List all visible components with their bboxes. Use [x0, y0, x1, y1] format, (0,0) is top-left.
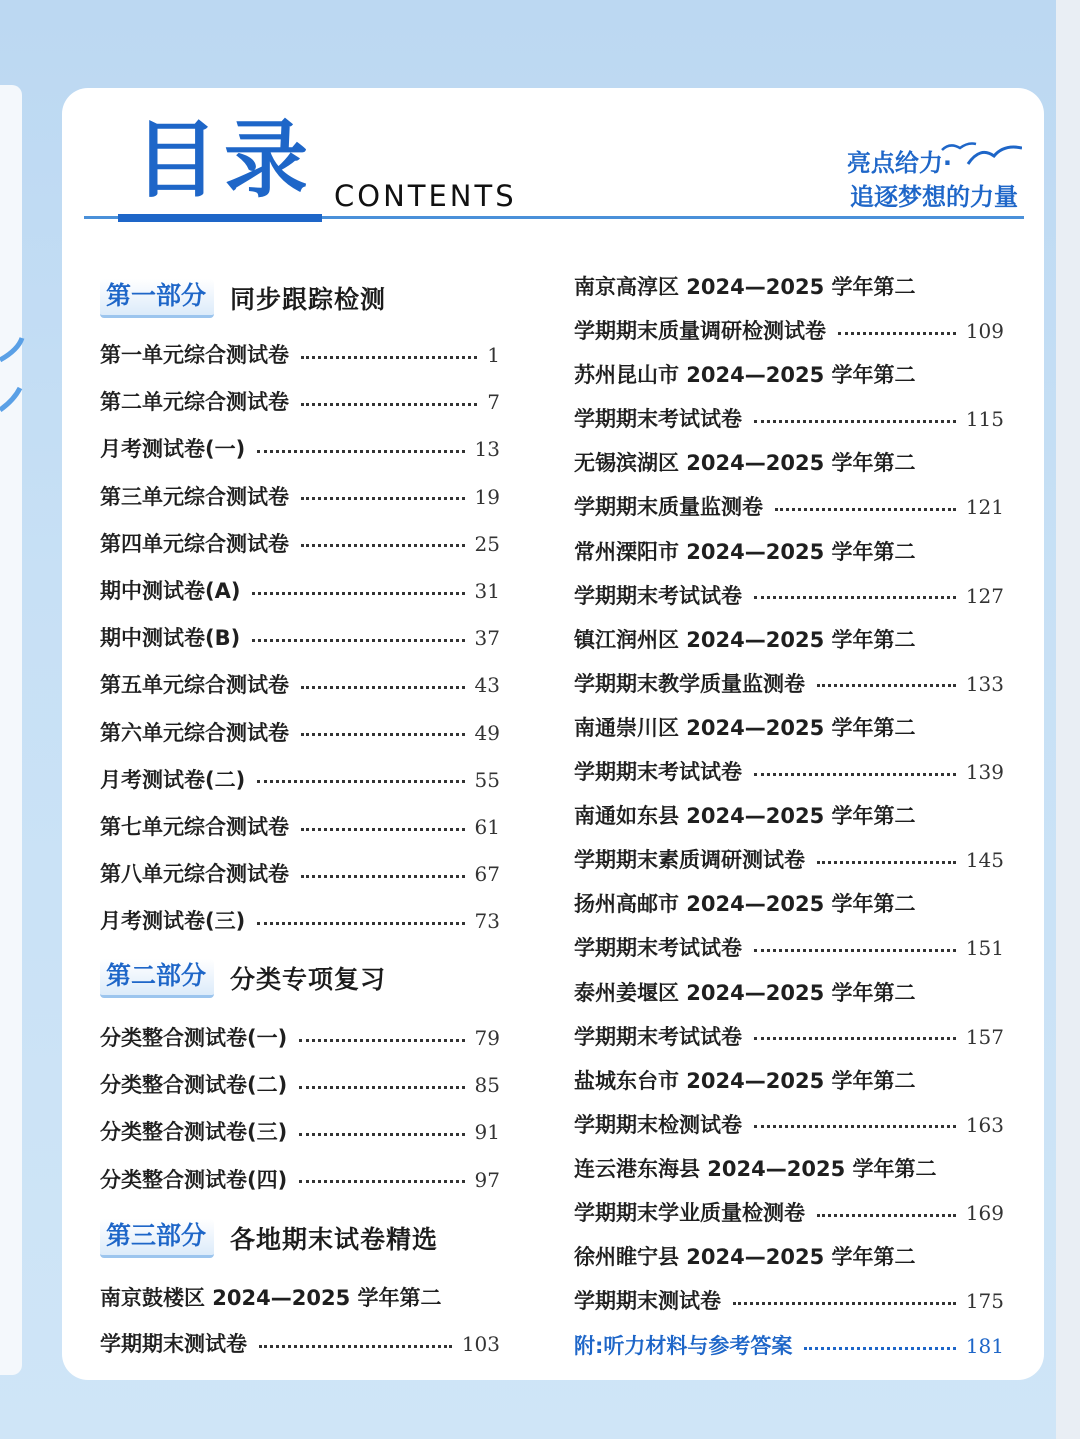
page-number: 1	[487, 343, 500, 367]
page-number: 37	[474, 626, 500, 651]
toc-page	[62, 88, 1044, 1380]
dot-leader	[754, 949, 956, 952]
entry-title: 第六单元综合测试卷	[100, 720, 289, 745]
dot-leader	[257, 450, 464, 453]
dot-leader	[257, 780, 464, 783]
toc-entry[interactable]	[574, 579, 1004, 613]
toc-entry[interactable]	[574, 667, 1004, 701]
page-number: 121	[965, 495, 1004, 520]
toc-entry[interactable]	[574, 490, 1004, 524]
toc-entry[interactable]	[100, 385, 500, 419]
dot-leader	[838, 332, 956, 335]
toc-entry[interactable]	[100, 1068, 500, 1102]
toc-entry[interactable]	[100, 668, 500, 702]
page-number: 139	[965, 760, 1004, 784]
dot-leader	[754, 1125, 956, 1128]
toc-entry[interactable]	[574, 843, 1004, 877]
dot-leader	[299, 1133, 464, 1136]
entry-title: 学期期末教学质量监测卷	[574, 671, 805, 696]
entry-title: 分类整合测试卷(四)	[100, 1167, 288, 1192]
entry-title: 学期期末质量监测卷	[574, 495, 763, 520]
toc-entry[interactable]	[574, 755, 1004, 789]
page-subtitle: CONTENTS	[334, 179, 517, 213]
dot-leader	[301, 544, 465, 547]
dot-leader	[301, 356, 477, 359]
page-number: 31	[474, 579, 500, 603]
page-number: 115	[965, 407, 1004, 432]
page-title: 目录	[134, 111, 315, 209]
dot-leader	[301, 403, 477, 406]
entry-title: 学期期末质量调研检测试卷	[574, 319, 826, 343]
dot-leader	[252, 639, 464, 642]
toc-entry[interactable]	[574, 1108, 1004, 1142]
entry-title: 第八单元综合测试卷	[100, 862, 289, 887]
dot-leader	[804, 1347, 955, 1350]
toc-entry[interactable]	[100, 480, 500, 514]
page-number: 13	[474, 437, 500, 462]
entry-title: 附:听力材料与参考答案	[574, 1334, 793, 1358]
page-number: 79	[474, 1026, 500, 1050]
toc-entry[interactable]	[100, 527, 500, 561]
toc-entry[interactable]	[100, 1021, 500, 1055]
dot-leader	[301, 686, 465, 689]
entry-title: 第一单元综合测试卷	[100, 343, 289, 367]
dot-leader	[257, 922, 464, 925]
slogan	[847, 146, 1018, 214]
dot-leader	[775, 508, 956, 511]
page-number: 181	[965, 1334, 1004, 1358]
entry-title: 学期期末考试试卷	[574, 583, 742, 608]
entry-title-line: 南京鼓楼区 2024—2025 学年第二	[100, 1286, 442, 1310]
toc-entry[interactable]	[574, 1196, 1004, 1230]
entry-title: 学期期末检测试卷	[574, 1112, 742, 1137]
entry-title-line: 扬州高邮市 2024—2025 学年第二	[574, 892, 916, 917]
page-number: 133	[965, 671, 1004, 696]
dot-leader	[754, 773, 956, 776]
entry-title-line: 南通崇川区 2024—2025 学年第二	[574, 716, 916, 740]
entry-title: 分类整合测试卷(一)	[100, 1026, 288, 1050]
toc-entry[interactable]	[100, 716, 500, 750]
dot-leader	[301, 875, 465, 878]
toc-entry[interactable]	[100, 763, 500, 797]
entry-title-line: 盐城东台市 2024—2025 学年第二	[574, 1068, 916, 1093]
dot-leader	[301, 497, 465, 500]
slogan-line-1: 亮点给力·	[846, 149, 952, 177]
page-number: 19	[474, 484, 500, 509]
dot-leader	[301, 733, 465, 736]
toc-entry[interactable]	[574, 314, 1004, 348]
page-number: 67	[474, 862, 500, 887]
entry-title: 第七单元综合测试卷	[100, 815, 289, 839]
page-number: 91	[474, 1120, 500, 1145]
toc-entry[interactable]	[100, 1163, 500, 1197]
dot-leader	[301, 828, 465, 831]
section-tag: 第一部分	[100, 279, 214, 318]
entry-title-line: 连云港东海县 2024—2025 学年第二	[574, 1157, 937, 1181]
toc-entry[interactable]	[100, 621, 500, 655]
right-page-edge	[1056, 0, 1080, 1439]
entry-title: 学期期末学业质量检测卷	[574, 1201, 805, 1225]
dot-leader	[299, 1086, 464, 1089]
entry-title: 分类整合测试卷(三)	[100, 1120, 288, 1145]
section-title: 分类专项复习	[230, 965, 387, 994]
page-number: 127	[965, 583, 1004, 608]
entry-title-line: 徐州睢宁县 2024—2025 学年第二	[574, 1245, 916, 1270]
toc-entry[interactable]	[100, 857, 500, 891]
toc-entry[interactable]	[100, 574, 500, 608]
entry-title-line: 无锡滨湖区 2024—2025 学年第二	[574, 451, 916, 476]
toc-entry[interactable]	[574, 1284, 1004, 1318]
entry-title-line: 镇江润州区 2024—2025 学年第二	[574, 627, 916, 652]
entry-title: 月考测试卷(二)	[100, 767, 246, 792]
entry-title: 第二单元综合测试卷	[100, 390, 289, 415]
toc-entry[interactable]	[574, 402, 1004, 436]
entry-title: 月考测试卷(一)	[100, 437, 246, 462]
toc-entry[interactable]	[100, 1327, 500, 1361]
dot-leader	[817, 1214, 956, 1217]
page-number: 73	[474, 909, 500, 934]
entry-title-line: 南京高淳区 2024—2025 学年第二	[574, 275, 916, 299]
section-header	[100, 1218, 438, 1258]
page-number: 55	[474, 767, 500, 792]
page-number: 49	[474, 720, 500, 745]
page-number: 175	[965, 1289, 1004, 1314]
section-tag: 第三部分	[100, 1219, 214, 1258]
entry-title: 第四单元综合测试卷	[100, 531, 289, 556]
toc-entry[interactable]	[100, 432, 500, 466]
toc-entry[interactable]	[574, 931, 1004, 965]
entry-title: 期中测试卷(B)	[100, 626, 241, 651]
section-tag: 第二部分	[100, 959, 214, 998]
entry-title: 学期期末考试试卷	[574, 936, 742, 961]
entry-title-line: 泰州姜堰区 2024—2025 学年第二	[574, 980, 916, 1005]
section-header	[100, 278, 386, 318]
dot-leader	[252, 592, 464, 595]
dot-leader	[754, 420, 956, 423]
section-title: 各地期末试卷精选	[230, 1225, 439, 1254]
entry-title-line: 南通如东县 2024—2025 学年第二	[574, 804, 916, 829]
entry-title: 期中测试卷(A)	[100, 579, 241, 603]
dot-leader	[817, 861, 956, 864]
entry-title: 学期期末测试卷	[100, 1332, 247, 1356]
dot-leader	[754, 596, 956, 599]
toc-entry[interactable]	[100, 810, 500, 844]
header-divider-accent	[118, 214, 322, 222]
page-number: 109	[965, 319, 1004, 343]
page-number: 61	[474, 815, 500, 839]
page-number: 169	[965, 1201, 1004, 1225]
toc-entry[interactable]	[100, 1115, 500, 1149]
page-number: 85	[474, 1073, 500, 1098]
entry-title-line: 苏州昆山市 2024—2025 学年第二	[574, 363, 916, 388]
page-number: 25	[474, 531, 500, 556]
dot-leader	[733, 1302, 956, 1305]
entry-title: 学期期末考试试卷	[574, 407, 742, 432]
page-number: 43	[474, 673, 500, 698]
decorative-wave	[0, 330, 30, 430]
dot-leader	[299, 1180, 464, 1183]
page-number: 103	[461, 1332, 500, 1356]
dot-leader	[299, 1039, 464, 1042]
section-header	[100, 958, 386, 998]
entry-title: 第五单元综合测试卷	[100, 673, 289, 698]
toc-entry[interactable]	[100, 338, 500, 372]
page-number: 145	[965, 848, 1004, 873]
page-number: 151	[965, 936, 1004, 961]
page-number: 157	[965, 1024, 1004, 1049]
dot-leader	[817, 684, 956, 687]
entry-title: 月考测试卷(三)	[100, 909, 246, 934]
appendix-entry[interactable]	[574, 1329, 1004, 1363]
entry-title: 分类整合测试卷(二)	[100, 1073, 288, 1098]
slogan-line-2: 追逐梦想的力量	[850, 183, 1018, 211]
toc-entry[interactable]	[100, 904, 500, 938]
dot-leader	[754, 1037, 956, 1040]
toc-entry[interactable]	[574, 1020, 1004, 1054]
entry-title: 第三单元综合测试卷	[100, 484, 289, 509]
page-number: 163	[965, 1112, 1004, 1137]
left-page-edge	[0, 85, 22, 1375]
page-number: 97	[474, 1167, 500, 1192]
dot-leader	[259, 1345, 452, 1348]
section-title: 同步跟踪检测	[230, 285, 387, 314]
entry-title: 学期期末考试试卷	[574, 1024, 742, 1049]
entry-title-line: 常州溧阳市 2024—2025 学年第二	[574, 539, 916, 564]
entry-title: 学期期末考试试卷	[574, 760, 742, 784]
entry-title: 学期期末素质调研测试卷	[574, 848, 805, 873]
entry-title: 学期期末测试卷	[574, 1289, 721, 1314]
page-number: 7	[487, 390, 500, 415]
